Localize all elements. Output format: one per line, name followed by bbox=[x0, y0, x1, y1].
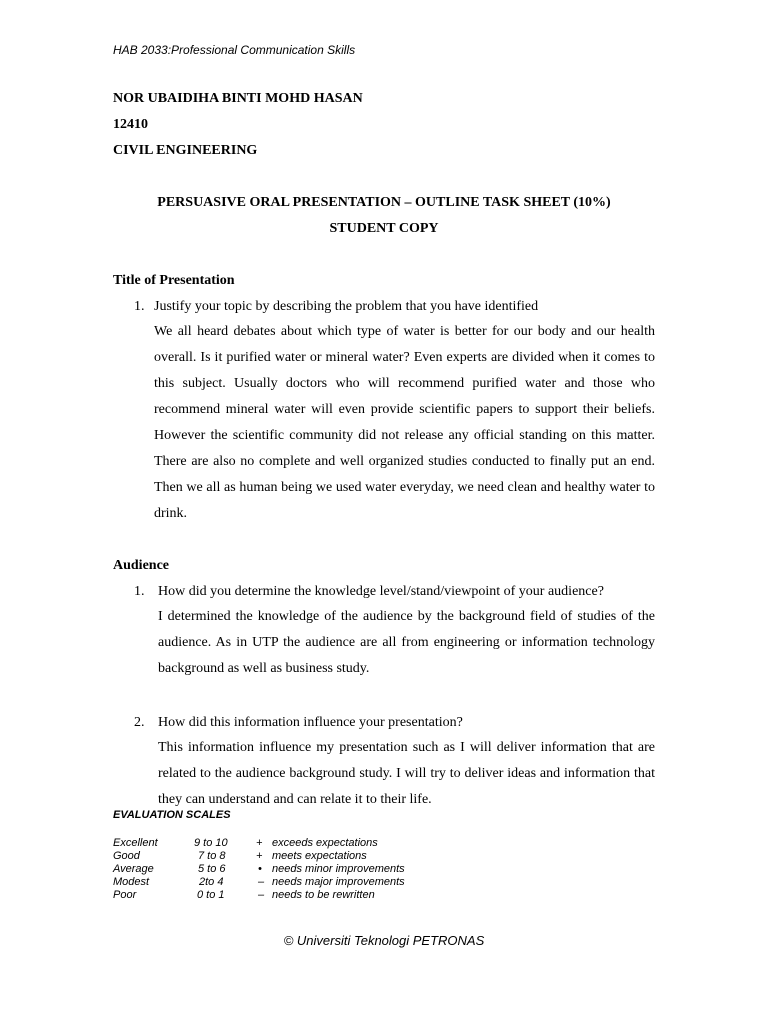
evaluation-grade: Average bbox=[113, 863, 154, 875]
question-text: How did this information influence your presentation? bbox=[158, 715, 463, 730]
evaluation-grade: Poor bbox=[113, 889, 137, 901]
evaluation-description: meets expectations bbox=[272, 850, 367, 862]
evaluation-range: 5 to 6 bbox=[198, 863, 226, 875]
question-text: Justify your topic by describing the problem that you have identified bbox=[154, 299, 539, 314]
evaluation-sign: • bbox=[258, 863, 262, 875]
answer-paragraph: We all heard debates about which type of water is better for our body and our health overall. Is it purified water or mineral water? Even experts are divided when it comes to this subject. Usually doctors who will recommend purified water and those who recommend mineral water will even provide scientific papers to support their beliefs. However the scientific community did not release any official standing on this matter. There are also no complete and well organized studies conducted to finally put an end. Then we all as human being we used water everyday, we need clean and healthy water to drink. bbox=[154, 324, 655, 521]
answer-paragraph: I determined the knowledge of the audience by the background field of studies of the audience. As in UTP the audience are all from engineering or information technology background as well as business study. bbox=[158, 609, 655, 676]
evaluation-range: 9 to 10 bbox=[194, 837, 228, 849]
evaluation-sign: – bbox=[258, 889, 265, 901]
question-number: 1. bbox=[134, 584, 145, 599]
evaluation-heading: EVALUATION SCALES bbox=[113, 809, 231, 821]
evaluation-description: needs minor improvements bbox=[272, 863, 405, 875]
evaluation-grade: Good bbox=[113, 850, 140, 862]
evaluation-range: 0 to 1 bbox=[197, 889, 225, 901]
question-text: How did you determine the knowledge level/stand/viewpoint of your audience? bbox=[158, 584, 604, 599]
section-heading-title: Title of Presentation bbox=[113, 273, 235, 288]
student-id: 12410 bbox=[113, 117, 148, 132]
evaluation-range: 2to 4 bbox=[199, 876, 224, 888]
section-heading-audience: Audience bbox=[113, 558, 169, 573]
question-number: 2. bbox=[134, 715, 145, 730]
answer-paragraph: This information influence my presentation such as I will deliver information that are related to the audience background study. I will try to deliver ideas and information that they can understand and can relate it to their life. bbox=[158, 740, 655, 807]
student-program: CIVIL ENGINEERING bbox=[113, 143, 258, 158]
evaluation-description: exceeds expectations bbox=[272, 837, 378, 849]
evaluation-sign: + bbox=[256, 850, 263, 862]
evaluation-grade: Modest bbox=[113, 876, 150, 888]
document-header: HAB 2033:Professional Communication Skills bbox=[113, 43, 356, 57]
evaluation-grade: Excellent bbox=[113, 837, 158, 849]
question-number: 1. bbox=[134, 299, 145, 314]
evaluation-description: needs to be rewritten bbox=[272, 889, 375, 901]
document-title: PERSUASIVE ORAL PRESENTATION – OUTLINE TASK SHEET (10%) bbox=[157, 195, 611, 210]
student-name: NOR UBAIDIHA BINTI MOHD HASAN bbox=[113, 91, 363, 106]
evaluation-description: needs major improvements bbox=[272, 876, 405, 888]
evaluation-sign: + bbox=[256, 837, 263, 849]
evaluation-range: 7 to 8 bbox=[198, 850, 226, 862]
copyright-footer: © Universiti Teknologi PETRONAS bbox=[283, 933, 485, 948]
document-subtitle: STUDENT COPY bbox=[329, 221, 439, 236]
evaluation-sign: – bbox=[258, 876, 265, 888]
